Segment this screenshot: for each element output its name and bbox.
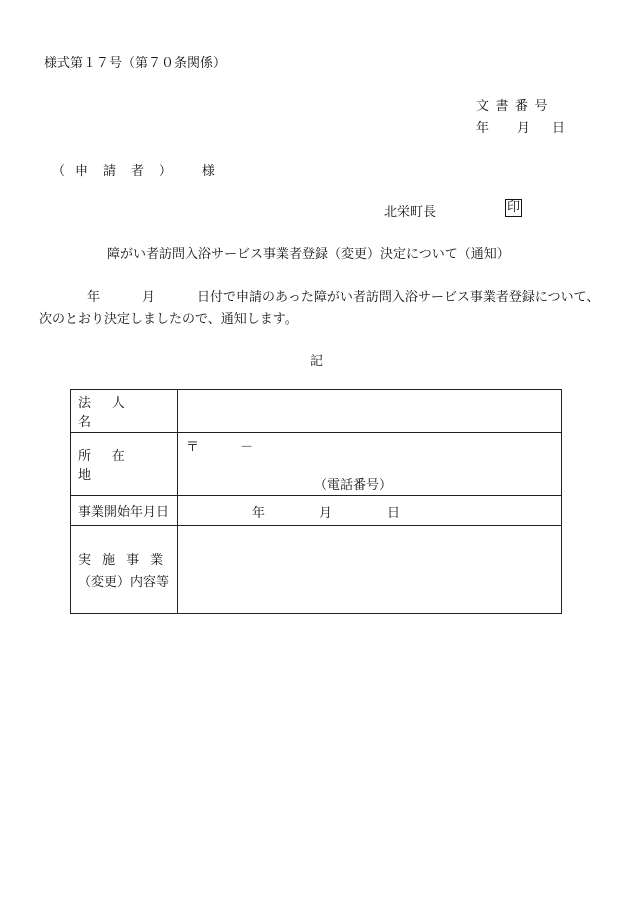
document-title: 障がい者訪問入浴サービス事業者登録（変更）決定について（通知） <box>107 247 510 262</box>
issuer-name: 北栄町長 <box>384 205 437 220</box>
table-row-address <box>71 433 562 496</box>
address-value <box>178 433 562 496</box>
start-date-year: 年 <box>252 506 266 521</box>
corporate-name-label: 法人名 <box>71 390 178 433</box>
table-row-start-date <box>71 496 562 526</box>
notice-body <box>39 287 599 331</box>
content-label <box>71 526 178 614</box>
applicant-paren-open: （ <box>52 164 66 179</box>
start-date-label: 事業開始年月日 <box>71 496 178 526</box>
start-date-value <box>178 496 562 526</box>
issue-date-year: 年 <box>476 121 490 136</box>
notice-body-line-1 <box>39 287 599 309</box>
applicant-line <box>52 160 215 179</box>
details-table <box>70 389 562 614</box>
content-label-line-1: 実施事業 <box>78 553 175 568</box>
issue-date <box>476 117 565 136</box>
form-number: 様式第１７号（第７０条関係） <box>44 56 227 71</box>
table-row-content <box>71 526 562 614</box>
issue-date-day: 日 <box>552 121 566 136</box>
issue-date-month: 月 <box>517 121 531 136</box>
ki-heading: 記 <box>310 354 324 369</box>
body-line1-rest: 日付で申請のあった障がい者訪問入浴サービス事業者登録について、 <box>197 290 600 305</box>
body-month: 月 <box>142 290 156 305</box>
postal-dash: － <box>240 440 254 455</box>
applicant-label: 申請者 <box>75 164 159 179</box>
start-date-day: 日 <box>387 506 401 521</box>
body-year: 年 <box>87 290 101 305</box>
address-label: 所在地 <box>71 433 178 496</box>
document-number-label: 文書番号 <box>476 99 555 114</box>
content-label-line-2: （変更）内容等 <box>78 575 170 590</box>
seal-mark: 印 <box>507 200 521 215</box>
applicant-paren-close: ） <box>158 164 172 179</box>
corporate-name-value <box>178 390 562 433</box>
applicant-honorific: 様 <box>201 164 215 179</box>
phone-number-label: （電話番号） <box>314 478 393 493</box>
start-date-month: 月 <box>319 506 333 521</box>
postal-mark: 〒 <box>186 440 200 455</box>
table-row-corporate-name <box>71 390 562 433</box>
notice-body-line-2: 次のとおり決定しましたので、通知します。 <box>39 312 298 327</box>
content-value <box>178 526 562 614</box>
